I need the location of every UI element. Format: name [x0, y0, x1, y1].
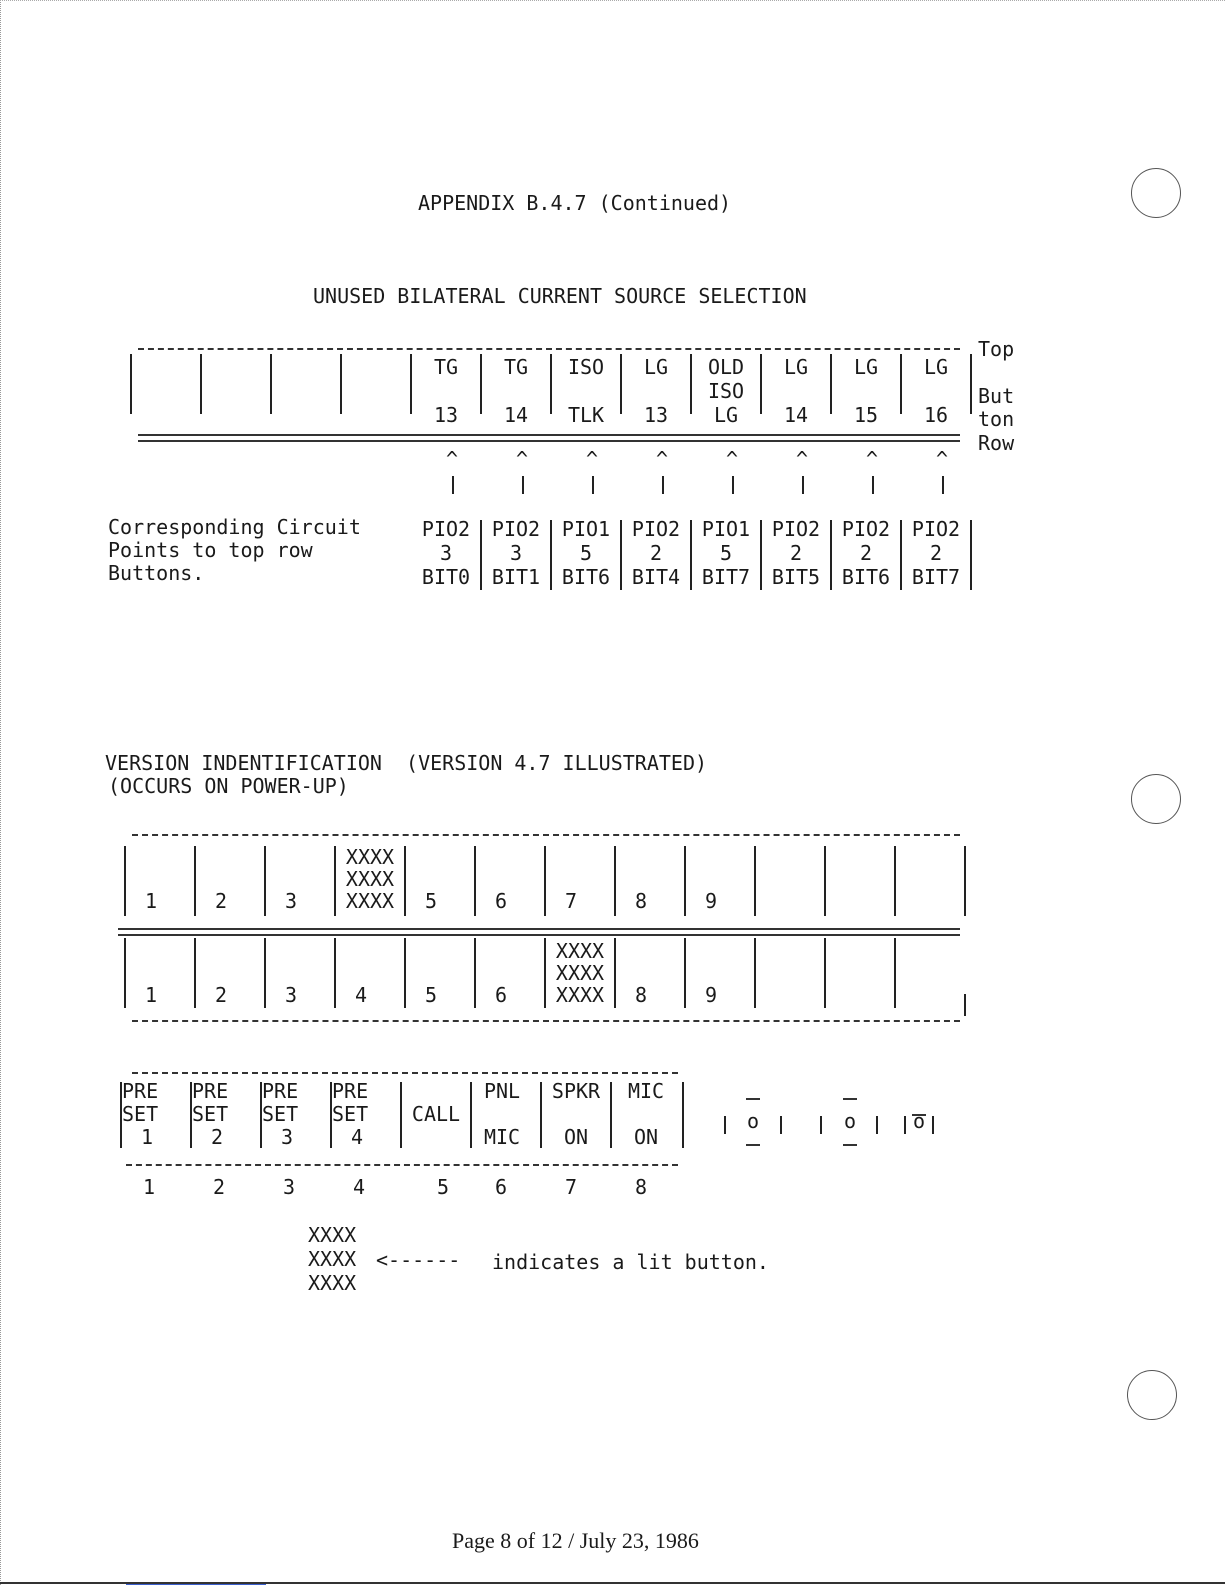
display-digit: XXXX — [555, 983, 605, 1007]
button-label: 16 — [923, 403, 949, 427]
point-label: 2 — [649, 541, 663, 565]
section-title-unused-bilateral: UNUSED BILATERAL CURRENT SOURCE SELECTION — [313, 284, 807, 308]
button-label: SET — [332, 1102, 369, 1126]
display-digit: 7 — [564, 889, 578, 913]
button-label: 13 — [643, 403, 669, 427]
arrow-stem — [872, 476, 874, 494]
button-number: 6 — [494, 1175, 508, 1199]
point-label: 3 — [509, 541, 523, 565]
button-number: 2 — [212, 1175, 226, 1199]
point-label: PIO2 — [771, 517, 821, 541]
point-label: 2 — [929, 541, 943, 565]
button-label: 14 — [783, 403, 809, 427]
lit-marker: XXXX — [345, 867, 395, 891]
point-label: PIO2 — [421, 517, 471, 541]
arrow-stem — [592, 476, 594, 494]
caret-icon: ^ — [795, 447, 809, 471]
point-label: 2 — [789, 541, 803, 565]
side-label-but: But — [978, 384, 1015, 408]
indicator-symbol: o — [843, 1109, 857, 1133]
display-digit: 8 — [634, 889, 648, 913]
button-label: TLK — [567, 403, 605, 427]
version-id-title: VERSION INDENTIFICATION (VERSION 4.7 ILLUSTRATED) — [105, 751, 708, 775]
arrow-stem — [802, 476, 804, 494]
circuit-points-label: Points to top row — [108, 538, 313, 562]
caret-icon: ^ — [935, 447, 949, 471]
button-label: ON — [633, 1125, 659, 1149]
button-label: LG — [713, 403, 739, 427]
button-label: 1 — [140, 1125, 154, 1149]
binder-hole — [1131, 774, 1181, 824]
caret-icon: ^ — [445, 447, 459, 471]
button-number: 7 — [564, 1175, 578, 1199]
button-label: 15 — [853, 403, 879, 427]
point-label: PIO2 — [631, 517, 681, 541]
button-label: ISO — [707, 379, 745, 403]
button-label: 14 — [503, 403, 529, 427]
display-digit: 9 — [704, 983, 718, 1007]
display-digit: 1 — [144, 983, 158, 1007]
display-digit: 6 — [494, 983, 508, 1007]
caret-icon: ^ — [865, 447, 879, 471]
page-left-edge — [0, 0, 1, 1585]
legend-marker: XXXX — [308, 1271, 357, 1295]
point-label: BIT0 — [421, 565, 471, 589]
display-digit: 5 — [424, 983, 438, 1007]
caret-icon: ^ — [515, 447, 529, 471]
side-label-top: Top — [978, 337, 1015, 361]
button-label: MIC — [627, 1079, 665, 1103]
point-label: BIT6 — [841, 565, 891, 589]
side-label-ton: ton — [978, 407, 1015, 431]
legend-text: indicates a lit button. — [492, 1250, 769, 1274]
point-label: 2 — [859, 541, 873, 565]
binder-hole — [1131, 168, 1181, 218]
point-label: 5 — [719, 541, 733, 565]
arrow-stem — [662, 476, 664, 494]
button-label: SET — [122, 1102, 159, 1126]
version-id-subtitle: (OCCURS ON POWER-UP) — [108, 774, 349, 798]
side-label-row: Row — [978, 431, 1015, 455]
point-label: PIO1 — [701, 517, 751, 541]
point-label: PIO2 — [841, 517, 891, 541]
display-digit: 5 — [424, 889, 438, 913]
point-label: BIT7 — [911, 565, 961, 589]
display-digit: 3 — [284, 889, 298, 913]
display-digit: XXXX — [345, 889, 395, 913]
button-label: ON — [563, 1125, 589, 1149]
point-label: PIO2 — [911, 517, 961, 541]
button-label: MIC — [483, 1125, 521, 1149]
button-label: PNL — [483, 1079, 521, 1103]
appendix-title: APPENDIX B.4.7 (Continued) — [418, 191, 732, 215]
button-label: 3 — [280, 1125, 294, 1149]
button-label: PRE — [262, 1079, 299, 1103]
button-label: LG — [923, 355, 949, 379]
point-label: BIT6 — [561, 565, 611, 589]
point-label: PIO1 — [561, 517, 611, 541]
legend-marker: XXXX — [308, 1247, 357, 1271]
button-label: SET — [192, 1102, 229, 1126]
display-digit: 4 — [354, 983, 368, 1007]
lit-marker: XXXX — [555, 939, 605, 963]
button-label: ISO — [567, 355, 605, 379]
button-label: SET — [262, 1102, 299, 1126]
button-label: TG — [433, 355, 459, 379]
button-label: PRE — [122, 1079, 159, 1103]
display-digit: 2 — [214, 983, 228, 1007]
point-label: BIT1 — [491, 565, 541, 589]
point-label: BIT7 — [701, 565, 751, 589]
point-label: BIT5 — [771, 565, 821, 589]
button-label: 4 — [350, 1125, 364, 1149]
circuit-points-label: Buttons. — [108, 561, 205, 585]
page-top-edge — [0, 0, 1225, 1]
button-label: PRE — [332, 1079, 369, 1103]
circuit-points-label: Corresponding Circuit — [108, 515, 361, 539]
button-label: LG — [643, 355, 669, 379]
arrow-stem — [732, 476, 734, 494]
legend-marker: XXXX — [308, 1223, 357, 1247]
arrow-stem — [522, 476, 524, 494]
point-label: PIO2 — [491, 517, 541, 541]
button-number: 4 — [352, 1175, 366, 1199]
display-digit: 2 — [214, 889, 228, 913]
display-digit: 9 — [704, 889, 718, 913]
display-digit: 1 — [144, 889, 158, 913]
button-number: 1 — [142, 1175, 156, 1199]
binder-hole — [1127, 1370, 1177, 1420]
arrow-stem — [942, 476, 944, 494]
button-label: CALL — [411, 1102, 461, 1126]
point-label: 3 — [439, 541, 453, 565]
lit-marker: XXXX — [345, 845, 395, 869]
button-number: 5 — [436, 1175, 450, 1199]
button-label: PRE — [192, 1079, 229, 1103]
button-label: 13 — [433, 403, 459, 427]
button-label: SPKR — [551, 1079, 601, 1103]
button-number: 3 — [282, 1175, 296, 1199]
caret-icon: ^ — [725, 447, 739, 471]
arrow-stem — [452, 476, 454, 494]
button-label: LG — [853, 355, 879, 379]
button-number: 8 — [634, 1175, 648, 1199]
indicator-symbol: o — [746, 1109, 760, 1133]
caret-icon: ^ — [655, 447, 669, 471]
caret-icon: ^ — [585, 447, 599, 471]
display-digit: 8 — [634, 983, 648, 1007]
button-label: 2 — [210, 1125, 224, 1149]
point-label: BIT4 — [631, 565, 681, 589]
button-label: OLD — [707, 355, 745, 379]
button-label: TG — [503, 355, 529, 379]
display-digit: 3 — [284, 983, 298, 1007]
lit-marker: XXXX — [555, 961, 605, 985]
display-digit: 6 — [494, 889, 508, 913]
page-footer: Page 8 of 12 / July 23, 1986 — [452, 1528, 699, 1553]
arrow-left-icon: <------ — [376, 1248, 461, 1272]
button-label: LG — [783, 355, 809, 379]
indicator-symbol: o — [912, 1109, 926, 1133]
point-label: 5 — [579, 541, 593, 565]
